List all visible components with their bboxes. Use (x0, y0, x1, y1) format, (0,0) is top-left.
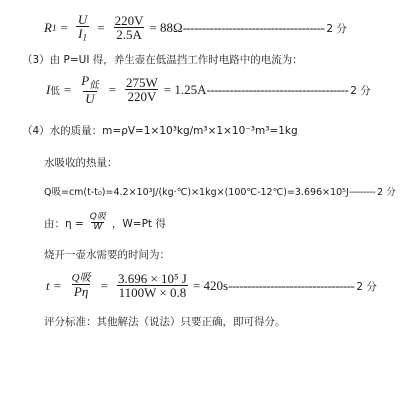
equals-sign: = (108, 82, 117, 97)
fraction-q-over-p-eta (70, 273, 93, 300)
symbol-i: I (46, 82, 51, 97)
absorb-label: 水吸收的热量： (44, 157, 118, 169)
fraction-numerator: Q吸 (71, 271, 91, 284)
result-value: = 420s (192, 278, 229, 293)
fraction-denominator: W (93, 222, 103, 233)
dash-leader: --------- (348, 187, 376, 198)
step4-text: （4）水的质量：m=ρV=1×10³kg/m³×1×10⁻³m³=1kg (22, 125, 298, 137)
fraction-numerator: U (77, 11, 88, 27)
symbol-i-sub: 低 (50, 86, 60, 97)
fraction-denominator: 220V (127, 89, 157, 105)
fraction-denominator: $I_1$ (78, 26, 87, 44)
dash-leader: --------------------------------- (228, 278, 355, 293)
fraction-values (124, 76, 160, 105)
equals-sign: = (100, 278, 108, 293)
fraction-denominator: 2.5A (116, 27, 142, 43)
scoring-note: 评分标准：其他解法（说法）只要正确，即可得分。 (44, 316, 286, 328)
equation-r1 (44, 8, 347, 48)
step3-text: （3）由 P=UI 得，养生壶在低温挡工作时电路中的电流为： (22, 54, 303, 66)
symbol-t: t = (46, 278, 62, 293)
fraction-values (116, 272, 189, 301)
fraction-q-over-w (88, 213, 108, 233)
score-label: 2 分 (350, 84, 371, 97)
equals-sign: = (60, 20, 68, 35)
dash-leader: ------------------------------------- (182, 20, 325, 35)
score-label: 2 分 (326, 22, 347, 35)
fraction-numerator: 275W (126, 74, 158, 90)
eta-prefix: 由：η = (44, 217, 84, 230)
score-label: 2 分 (356, 280, 377, 293)
result-value: = 1.25A (163, 82, 207, 97)
time-label: 烧开一壶水需要的时间为： (44, 249, 170, 261)
fraction-numerator: Q吸 (89, 211, 106, 222)
equation-time (46, 266, 377, 306)
fraction-denominator: 1100W × 0.8 (118, 285, 187, 301)
result-value: = 88Ω (149, 20, 183, 35)
equals-sign: = (97, 20, 105, 35)
efficiency-formula (44, 206, 166, 240)
fraction-numerator: $P_低$ (81, 72, 99, 91)
dash-leader: ------------------------------------- (206, 82, 349, 97)
fraction-numerator: 3.696 × 10⁵ J (117, 270, 187, 286)
score-label: 2 分 (377, 187, 396, 198)
fraction-denominator: U (85, 90, 95, 106)
fraction-numerator: 220V (114, 12, 144, 28)
fraction-u-over-i (76, 13, 89, 43)
eta-suffix: ，W=Pt 得 (111, 217, 166, 230)
equation-current (46, 70, 371, 110)
symbol-r: R (44, 20, 52, 35)
fraction-denominator: Pη (73, 284, 89, 300)
fraction-p-over-u (79, 74, 100, 106)
heat-equation (44, 184, 396, 198)
fraction-values (113, 14, 146, 43)
symbol-r-sub: 1 (51, 23, 57, 33)
heat-equation-text: Q吸=cm(t-t₀)=4.2×10³J/(kg·℃)×1kg×(100℃-12℃)=3.696×10⁵J (44, 187, 349, 198)
equals-sign: = (63, 82, 72, 97)
